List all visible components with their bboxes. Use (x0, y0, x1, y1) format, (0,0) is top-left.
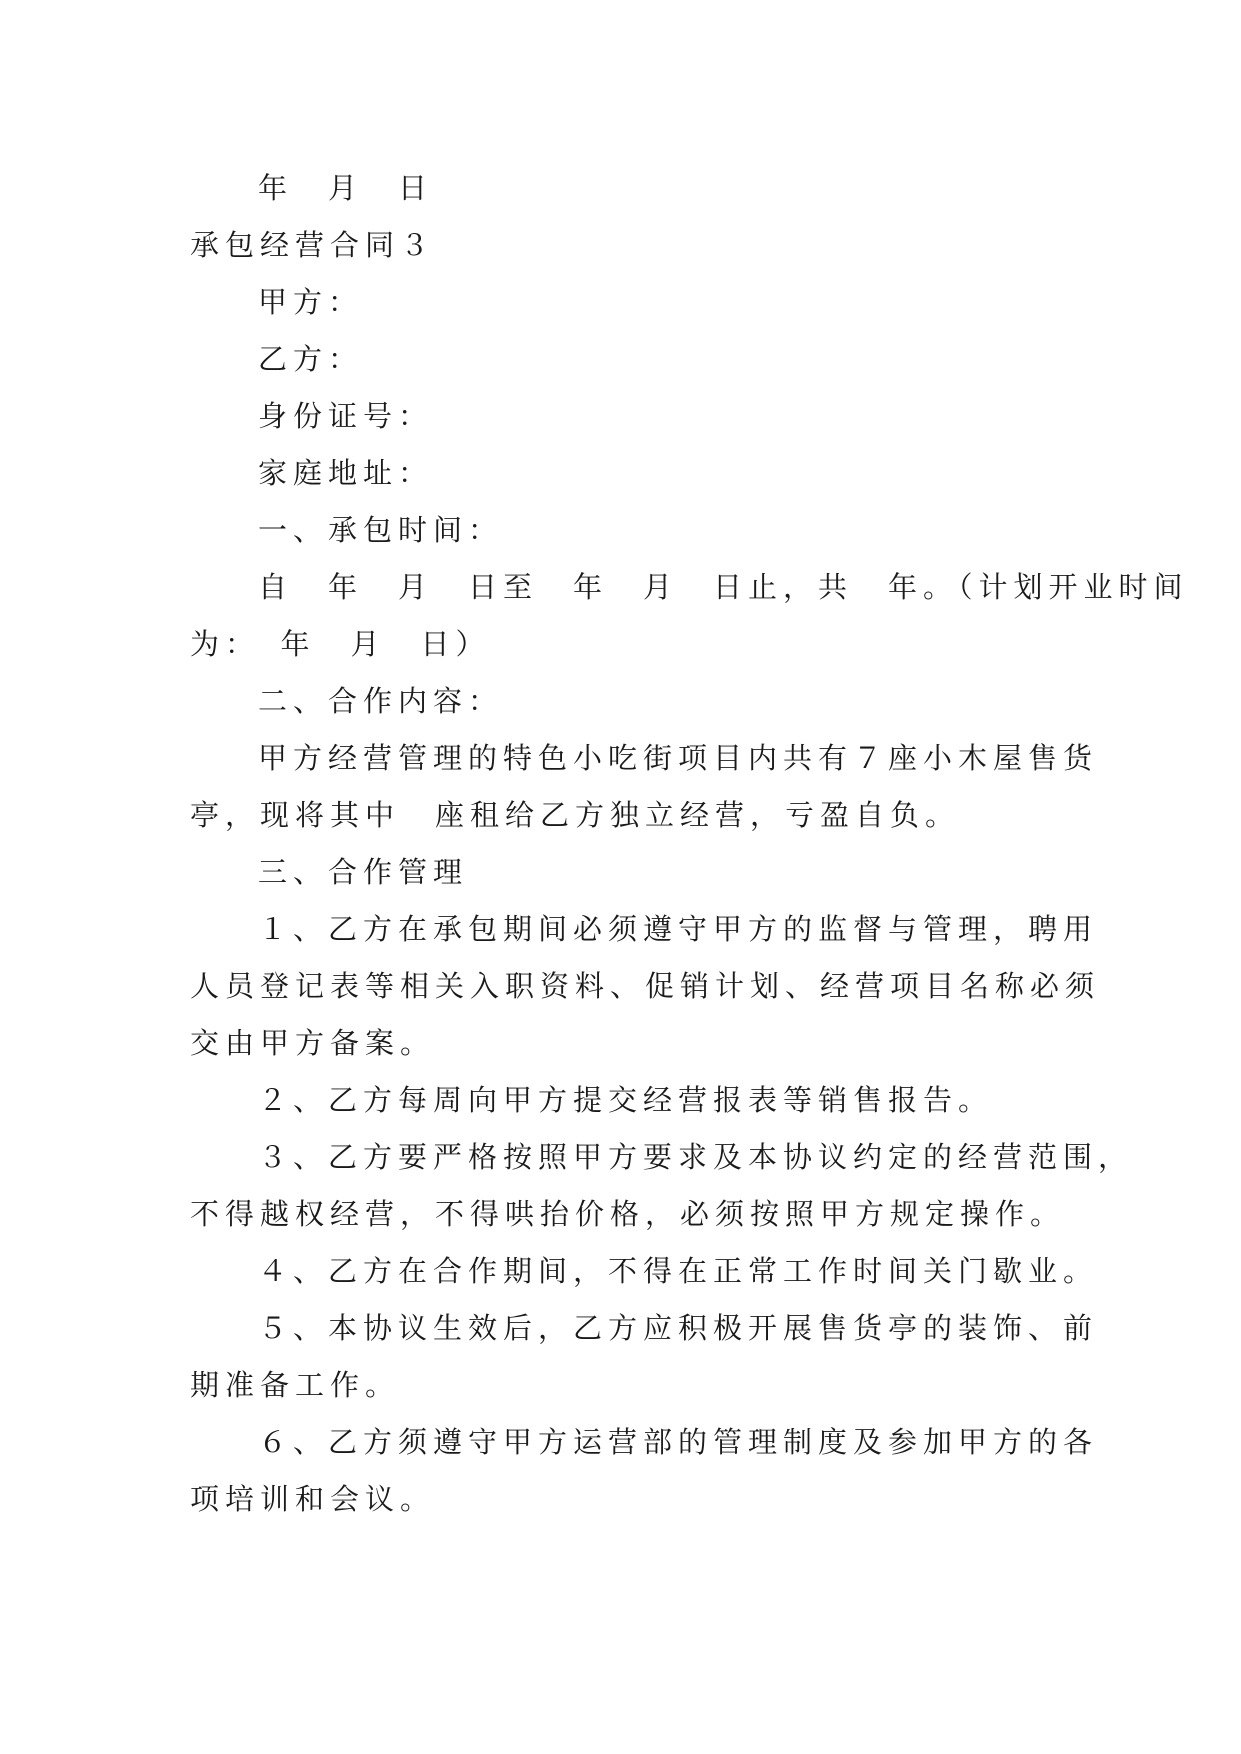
party-b-field: 乙方： (258, 342, 364, 376)
section-heading-content: 二、合作内容： (258, 684, 504, 718)
paragraph-line: 亭，现将其中 座租给乙方独立经营，亏盈自负。 (190, 798, 961, 832)
home-address-field: 家庭地址： (258, 456, 434, 490)
clause-line: 交由甲方备案。 (190, 1026, 436, 1060)
clause-line: １、乙方在承包期间必须遵守甲方的监督与管理，聘用 (258, 912, 1099, 946)
clause-line: 不得越权经营，不得哄抬价格，必须按照甲方规定操作。 (190, 1197, 1066, 1231)
contract-body (190, 160, 1189, 1528)
clause-line: ２、乙方每周向甲方提交经营报表等销售报告。 (258, 1083, 994, 1117)
clause-line: ４、乙方在合作期间，不得在正常工作时间关门歇业。 (258, 1254, 1099, 1288)
section-heading-term: 一、承包时间： (258, 513, 504, 547)
paragraph-line: 甲方经营管理的特色小吃街项目内共有７座小木屋售货 (258, 741, 1099, 775)
paragraph-line: 为： 年 月 日） (190, 627, 491, 661)
clause-line: ３、乙方要严格按照甲方要求及本协议约定的经营范围， (258, 1140, 1134, 1174)
party-a-field: 甲方： (258, 285, 364, 319)
clause-line: ５、本协议生效后，乙方应积极开展售货亭的装饰、前 (258, 1311, 1099, 1345)
clause-line: 人员登记表等相关入职资料、促销计划、经营项目名称必须 (190, 969, 1101, 1003)
clause-line: 项培训和会议。 (190, 1482, 436, 1516)
id-number-field: 身份证号： (258, 399, 434, 433)
paragraph-line: 自 年 月 日至 年 月 日止，共 年。（计划开业时间 (258, 570, 1189, 604)
section-heading-management: 三、合作管理 (258, 855, 469, 889)
date-line: 年 月 日 (258, 171, 434, 205)
clause-line: 期准备工作。 (190, 1368, 401, 1402)
clause-line: ６、乙方须遵守甲方运营部的管理制度及参加甲方的各 (258, 1425, 1099, 1459)
contract-title: 承包经营合同３ (190, 228, 436, 262)
